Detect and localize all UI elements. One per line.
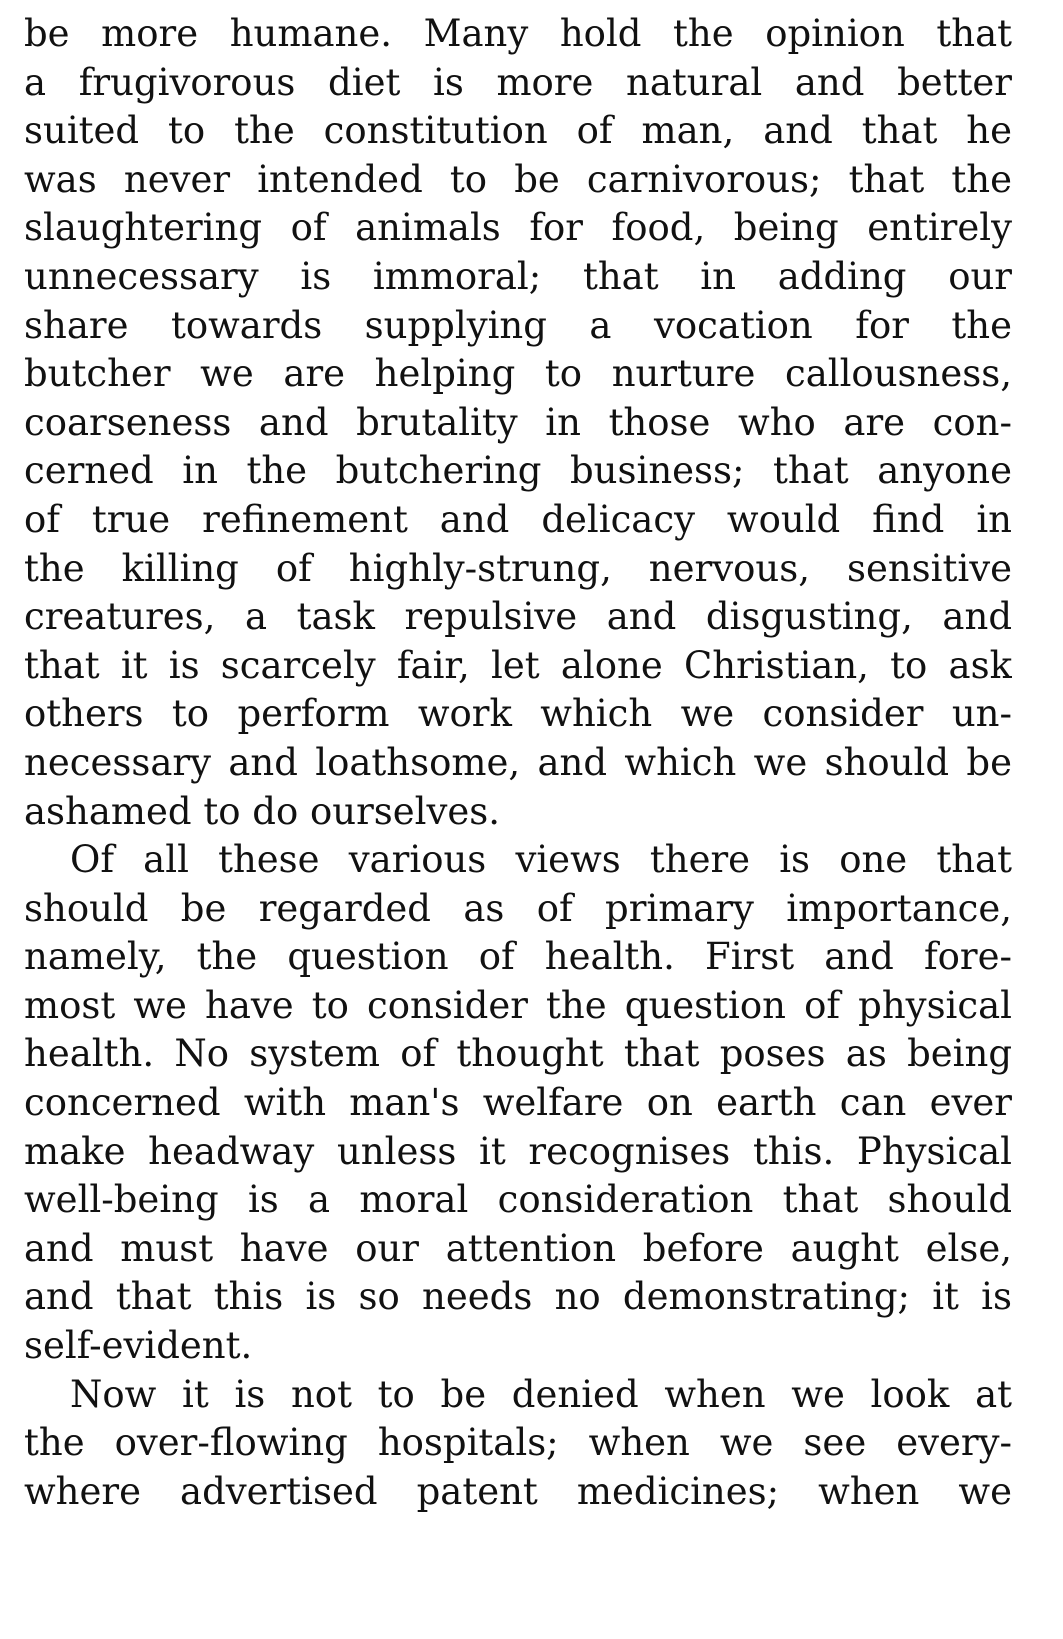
text-line: health. No system of thought that poses as being [24, 1032, 1012, 1076]
text-line: suited to the constitution of man, and that he [24, 109, 1012, 153]
text-line: be more humane. Many hold the opinion that [24, 12, 1012, 55]
text-line: where advertised patent medicines; when we [24, 1469, 1012, 1513]
text-line: butcher we are helping to nurture callousness, [24, 352, 1012, 396]
paragraph-3 [24, 1371, 1024, 1517]
document-page [24, 10, 1024, 1516]
text-line: well-being is a moral consideration that should [24, 1178, 1012, 1222]
paragraph-1 [24, 10, 1024, 836]
text-line: Now it is not to be denied when we look at [70, 1372, 1012, 1416]
text-line: of true refinement and delicacy would find in [24, 497, 1012, 541]
text-line: share towards supplying a vocation for the [24, 303, 1012, 347]
text-line: and that this is so needs no demonstrating; it is [24, 1275, 1012, 1319]
text-line: ashamed to do ourselves. [24, 789, 501, 833]
text-line: and must have our attention before aught else, [24, 1226, 1012, 1270]
text-line: others to perform work which we consider un- [24, 692, 1012, 736]
text-line: necessary and loathsome, and which we should be [24, 740, 1012, 784]
text-line: the over-flowing hospitals; when we see every- [24, 1421, 1012, 1465]
text-line: unnecessary is immoral; that in adding our [24, 254, 1012, 298]
text-line: cerned in the butchering business; that anyone [24, 449, 1012, 493]
text-line: slaughtering of animals for food, being entirely [24, 206, 1012, 250]
text-line: most we have to consider the question of physical [24, 983, 1012, 1027]
text-line: self-evident. [24, 1324, 253, 1368]
text-line: was never intended to be carnivorous; that the [24, 157, 1012, 201]
text-line: creatures, a task repulsive and disgusting, and [24, 595, 1012, 639]
text-line: a frugivorous diet is more natural and better [24, 60, 1012, 104]
text-line: the killing of highly-strung, nervous, sensitive [24, 546, 1012, 590]
text-line: should be regarded as of primary importance, [24, 886, 1012, 930]
text-line: concerned with man's welfare on earth can ever [24, 1081, 1012, 1125]
text-line: Of all these various views there is one that [70, 838, 1012, 882]
text-line: coarseness and brutality in those who are con- [24, 400, 1012, 444]
text-line: that it is scarcely fair, let alone Christian, to ask [24, 643, 1012, 687]
text-line: make headway unless it recognises this. Physical [24, 1129, 1012, 1173]
paragraph-2 [24, 836, 1024, 1371]
text-line: namely, the question of health. First and fore- [24, 935, 1012, 979]
